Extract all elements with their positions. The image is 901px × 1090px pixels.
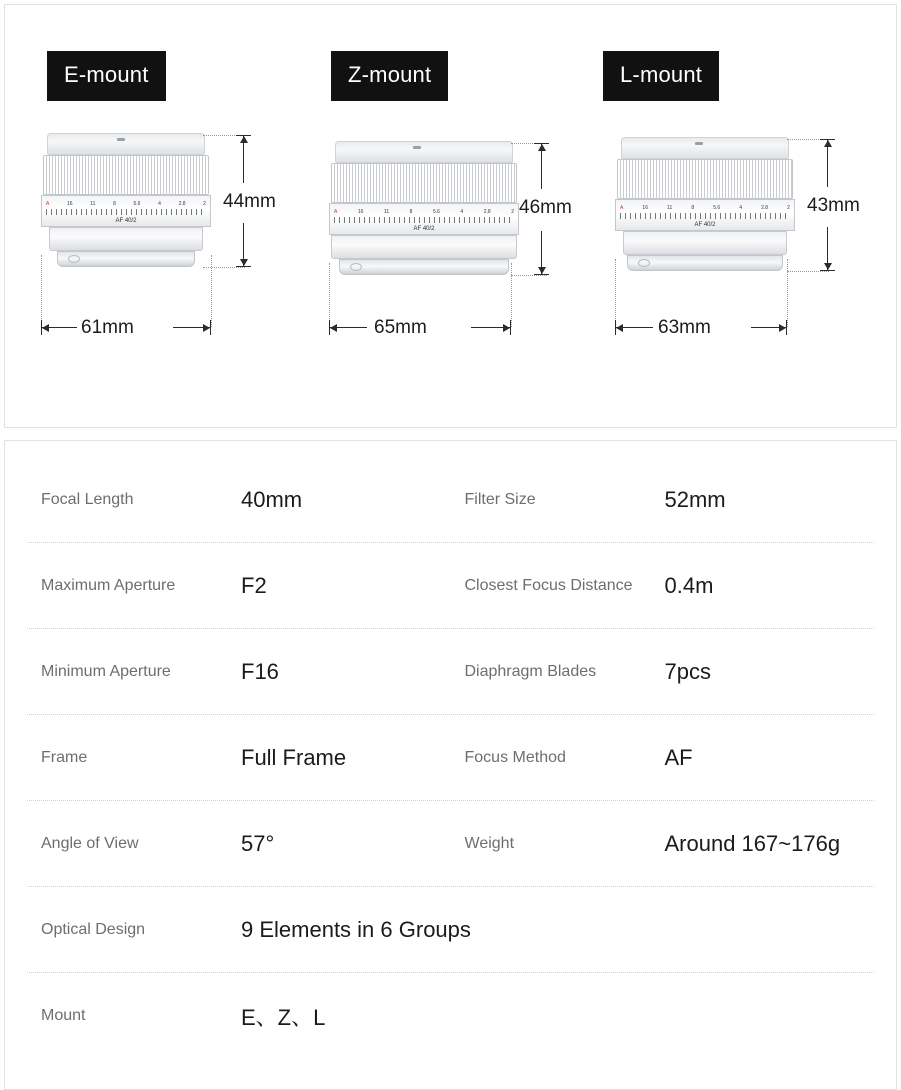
aperture-scale-marks-z: A 16 11 8 5.6 4 2.8 2 [334,209,514,215]
table-row [27,887,874,973]
focus-ring-z [331,163,517,203]
height-arrow-z-up [538,144,546,151]
lens-barrel-e [49,227,203,251]
width-label-l: 63mm [658,317,711,338]
lens-dimension-diagram-panel [4,4,897,428]
width-label-z: 65mm [374,317,427,338]
height-arrow-e-down [240,259,248,266]
width-arrow-e-left [42,324,49,332]
spec-cell-closest-focus-distance [451,543,875,628]
aperture-scale-marks-l: A 16 11 8 5.6 4 2.8 2 [620,205,790,211]
mount-badge-z: Z-mount [331,51,448,101]
lens-barrel-z [331,235,517,259]
lens-hood-e [47,133,205,155]
lens-hood-z [335,141,513,163]
width-label-e: 61mm [81,317,134,338]
height-arrow-z-down [538,267,546,274]
spec-value: E、Z、L [241,1004,326,1030]
guide-right-z [511,263,512,327]
width-arrow-z-left [330,324,337,332]
spec-label: Weight [464,834,515,852]
aperture-scale-l [615,199,795,231]
spec-cell-focal-length [27,457,451,542]
spec-label: Closest Focus Distance [464,576,633,594]
barrel-text-e: AF 40/2 [115,218,137,224]
spec-cell-diaphragm-blades [451,629,875,714]
lens-mount-plate-l [627,255,783,271]
spec-label: Focal Length [41,490,134,508]
aperture-scale-e [41,195,211,227]
spec-cell-optical-design [27,887,874,972]
spec-value: 0.4m [664,572,714,598]
table-row [27,629,874,715]
guide-right-e [211,255,212,327]
spec-value: Full Frame [241,744,347,770]
height-arrow-e-up [240,136,248,143]
guide-left-z [329,263,330,327]
guide-right-l [787,259,788,327]
specification-table [4,440,897,1090]
spec-label: Mount [41,1007,86,1024]
guide-left-e [41,255,42,327]
spec-cell-minimum-aperture [27,629,451,714]
spec-label: Diaphragm Blades [464,662,597,680]
spec-label: Filter Size [464,490,536,508]
aperture-ticks-z [334,217,514,223]
height-label-l: 43mm [807,195,860,216]
width-arrow-l-left [616,324,623,332]
spec-label: Optical Design [41,920,146,938]
spec-value: F16 [241,658,279,684]
spec-cell-filter-size [451,457,875,542]
height-label-z: 46mm [519,197,572,218]
aperture-scale-marks-e: A 16 11 8 5.6 4 2.8 2 [46,201,206,207]
guide-left-l [615,259,616,327]
height-arrow-l-down [824,263,832,270]
height-label-e: 44mm [223,191,276,212]
table-row [27,715,874,801]
lens-mount-plate-z [339,259,509,275]
spec-cell-mount [27,973,874,1059]
lens-illustration-e [41,133,211,278]
guide-bottom-z [511,275,547,276]
spec-value: Around 167~176g [664,830,841,856]
aperture-scale-z [329,203,519,235]
spec-label: Minimum Aperture [41,662,171,680]
aperture-ticks-l [620,213,790,219]
lens-illustration-z [329,141,519,286]
width-cap-l-right [786,320,787,335]
spec-value: F2 [241,572,267,598]
spec-label: Focus Method [464,748,566,766]
spec-cell-weight [451,801,875,886]
aperture-ticks-e [46,209,206,215]
spec-cell-focus-method [451,715,875,800]
mount-badge-l: L-mount [603,51,719,101]
width-arrow-z-right [503,324,510,332]
width-cap-z-right [510,320,511,335]
table-row [27,543,874,629]
height-cap-z-bottom [534,274,549,275]
guide-bottom-l [787,271,829,272]
width-cap-e-right [210,320,211,335]
height-arrow-l-up [824,140,832,147]
width-arrow-l-right [779,324,786,332]
lens-illustration-l [615,137,795,282]
spec-value: AF [664,744,693,770]
table-row [27,973,874,1059]
spec-value: 40mm [241,486,303,512]
focus-ring-e [43,155,209,195]
lens-barrel-l [623,231,787,255]
height-cap-e-bottom [236,266,251,267]
lens-mount-plate-e [57,251,195,267]
spec-label: Frame [41,748,88,766]
barrel-text-l: AF 40/2 [694,222,716,228]
lens-column-e-mount [5,5,305,427]
spec-label: Angle of View [41,834,139,852]
spec-label: Maximum Aperture [41,576,176,594]
barrel-text-z: AF 40/2 [413,226,435,232]
lens-hood-l [621,137,789,159]
table-row [27,457,874,543]
spec-value: 7pcs [664,658,711,684]
spec-value: 9 Elements in 6 Groups [241,916,471,942]
spec-cell-maximum-aperture [27,543,451,628]
spec-cell-angle-of-view [27,801,451,886]
table-row [27,801,874,887]
spec-cell-frame [27,715,451,800]
height-cap-l-bottom [820,270,835,271]
width-arrow-e-right [203,324,210,332]
focus-ring-l [617,159,793,199]
lens-column-l-mount [595,5,900,427]
lens-column-z-mount [301,5,601,427]
mount-badge-e: E-mount [47,51,166,101]
spec-value: 52mm [664,486,726,512]
spec-value: 57° [241,830,275,856]
guide-bottom-e [203,267,245,268]
